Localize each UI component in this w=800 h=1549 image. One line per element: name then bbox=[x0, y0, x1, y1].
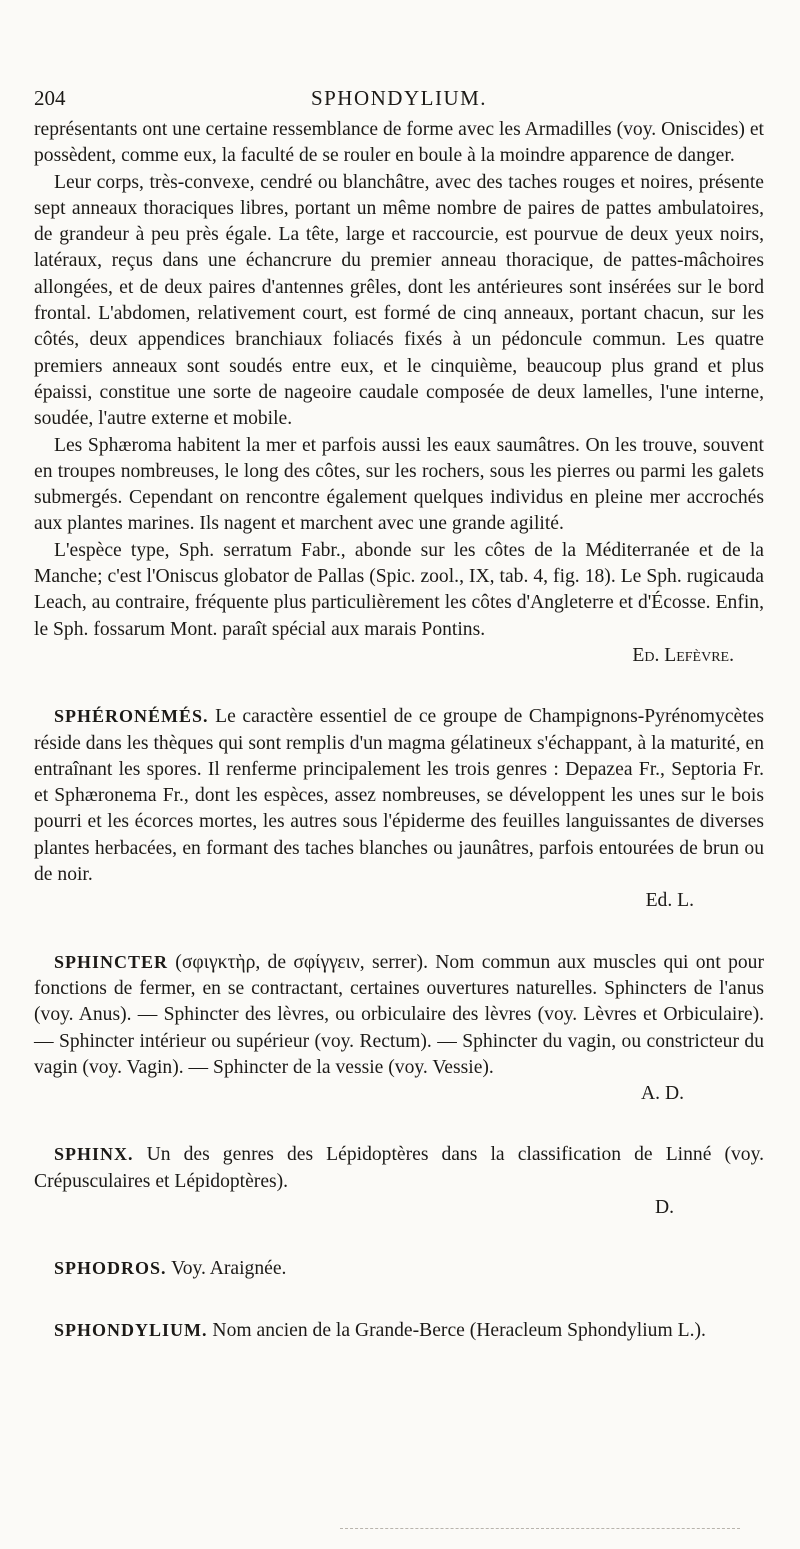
entry-headword: SPHÉRONÉMÉS. bbox=[54, 706, 209, 727]
entry-sphincter bbox=[34, 949, 764, 1108]
entry-sphondylium bbox=[34, 1317, 764, 1344]
paragraph: Les Sphæroma habitent la mer et parfois aussi les eaux saumâtres. On les trouve, souvent en troupes nombreuses, le long des côtes, sur les rochers, sous les pierres ou parmi les galets submergés. Cependant on rencontre également quelques individus en pleine mer accrochés aux plantes marines. Ils nagent et marchent avec une grande agilité. bbox=[34, 434, 764, 535]
entry-text: Nom ancien de la Grande-Berce (Heracleum Sphondylium L.). bbox=[212, 1319, 706, 1341]
entry-text: Voy. Araignée. bbox=[171, 1258, 287, 1280]
entry-headword: SPHONDYLIUM. bbox=[54, 1319, 208, 1340]
signature: A. D. bbox=[641, 1083, 684, 1105]
entry-body bbox=[34, 1255, 764, 1282]
entry-text: (σφιγκτὴρ, de σφίγγειν, serrer). Nom commun aux muscles qui ont pour fonctions de fermer, en se contractant, certaines ouvertures naturelles. Sphincters de l'anus (voy. Anus). — Sphincter des lèvres, ou orbiculaire des lèvres (voy. Lèvres et Orbiculaire). — Sphincter intérieur ou supérieur (voy. Rectum). — Sphincter du vagin, ou constricteur du vagin (voy. Vagin). — Sphincter de la vessie (voy. Vessie). bbox=[34, 951, 764, 1078]
entry-sphinx bbox=[34, 1141, 764, 1221]
entry-headword: SPHODROS. bbox=[54, 1258, 167, 1279]
entry-body bbox=[34, 1141, 764, 1195]
signature: Ed. L. bbox=[645, 890, 694, 912]
entry-headword: SPHINCTER bbox=[54, 951, 169, 972]
entry-sphodros bbox=[34, 1255, 764, 1282]
paragraph: Leur corps, très-convexe, cendré ou blanchâtre, avec des taches rouges et noires, présente sept anneaux thoraciques libres, portant un même nombre de paires de pattes ambulatoires, de grandeur à peu près égale. La tête, large et raccourcie, est pourvue de deux yeux noirs, latéraux, reçus dans une échancrure du premier anneau thoracique, de pattes-mâchoires allongées, et de deux paires d'antennes grêles, dont les antérieures sont insérées sur le bord frontal. L'abdomen, relativement court, est formé de cinq anneaux, portant chacun, sur les côtés, deux appendices branchiaux foliacés fixés à un pédoncule commun. Les quatre premiers anneaux sont soudés entre eux, et le cinquième, beaucoup plus grand et plus épaissi, constitue une sorte de nageoire caudale composée de deux lamelles, l'une interne, soudée, l'autre externe et mobile. bbox=[34, 171, 764, 430]
signature-row bbox=[34, 1195, 764, 1221]
entry-spheronemes bbox=[34, 703, 764, 914]
signature-row bbox=[34, 643, 764, 669]
entry-body bbox=[34, 703, 764, 888]
text-column bbox=[34, 117, 764, 1344]
signature: D. bbox=[654, 1196, 674, 1218]
entry-body bbox=[34, 1317, 764, 1344]
page-number: 204 bbox=[34, 86, 66, 110]
bottom-rule bbox=[340, 1528, 740, 1530]
paragraph: représentants ont une certaine ressemblance de forme avec les Armadilles (voy. Oniscides) et possèdent, comme eux, la faculté de se rouler en boule à la moindre apparence de danger. bbox=[34, 119, 764, 167]
entry-text: Le caractère essentiel de ce groupe de Champignons-Pyrénomycètes réside dans les thèques qui sont remplis d'un magma gélatineux s'échappant, à la maturité, en entraînant les spores. Il renferme principalement les trois genres : Depazea Fr., Septoria Fr. et Sphæronema Fr., dont les espèces, assez nombreuses, se développent les unes sur le bois pourri et les écorces mortes, les autres sous l'épiderme des feuilles languissantes de diverses plantes herbacées, en formant des taches blanches ou jaunâtres, parfois entourées de brun ou de noir. bbox=[34, 706, 764, 886]
entry-text: Un des genres des Lépidoptères dans la classification de Linné (voy. Crépusculaires et Lépidoptères). bbox=[34, 1144, 764, 1192]
signature: Ed. Lefèvre. bbox=[632, 644, 734, 666]
entry-body bbox=[34, 949, 764, 1081]
running-head bbox=[34, 86, 764, 114]
signature-row bbox=[34, 1081, 764, 1107]
running-title: SPHONDYLIUM. bbox=[310, 86, 488, 110]
entry-headword: SPHINX. bbox=[54, 1144, 134, 1165]
signature-row bbox=[34, 888, 764, 914]
paragraph: L'espèce type, Sph. serratum Fabr., abonde sur les côtes de la Méditerranée et de la Manche; c'est l'Oniscus globator de Pallas (Spic. zool., IX, tab. 4, fig. 18). Le Sph. rugicauda Leach, au contraire, fréquente plus particulièrement les côtes d'Angleterre et d'Écosse. Enfin, le Sph. fossarum Mont. paraît spécial aux marais Pontins. bbox=[34, 539, 764, 640]
